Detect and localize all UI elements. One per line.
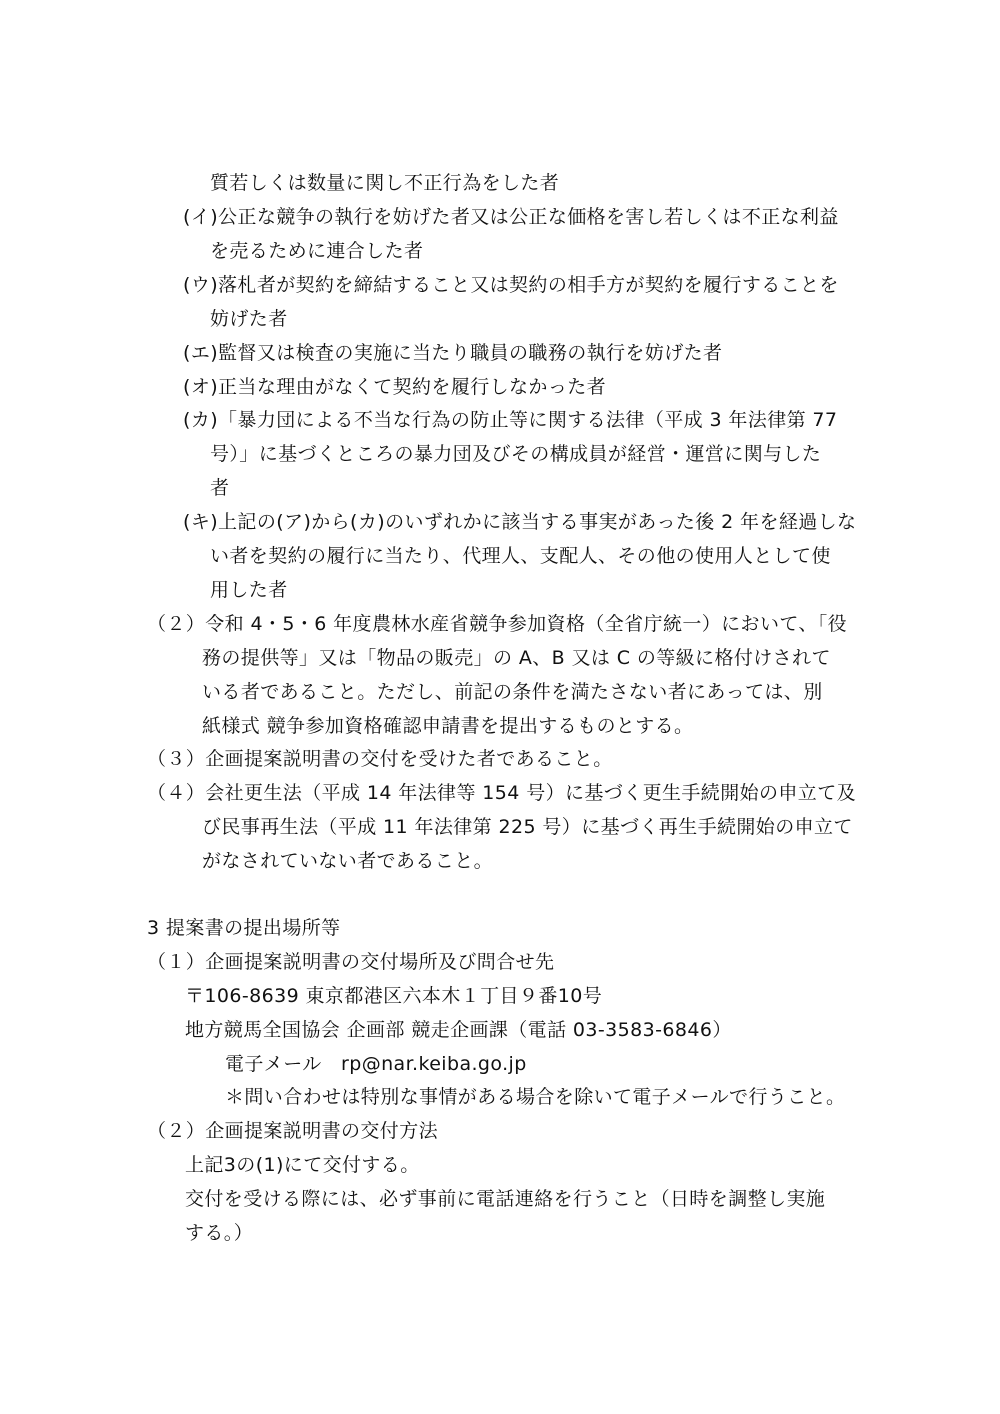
list-item-e: (エ)監督又は検査の実施に当たり職員の職務の執行を妨げた者 bbox=[183, 342, 723, 364]
note: ＊問い合わせは特別な事情がある場合を除いて電子メールで行うこと。 bbox=[225, 1086, 846, 1108]
text-line: を売るために連合した者 bbox=[210, 240, 424, 262]
text-line: 務の提供等」又は「物品の販売」の A、B 又は C の等級に格付けされて bbox=[202, 647, 831, 669]
text-line: がなされていない者であること。 bbox=[202, 850, 494, 872]
list-item-i: (イ)公正な競争の執行を妨げた者又は公正な価格を害し若しくは不正な利益 bbox=[183, 206, 839, 228]
text-line: いる者であること。ただし、前記の条件を満たさない者にあっては、別 bbox=[202, 681, 823, 703]
text-line: する。） bbox=[185, 1222, 254, 1244]
text-line: 者 bbox=[210, 477, 230, 499]
contact-email: 電子メール rp@nar.keiba.go.jp bbox=[225, 1053, 527, 1075]
list-item-o: (オ)正当な理由がなくて契約を履行しなかった者 bbox=[183, 376, 607, 398]
section-heading: 3 提案書の提出場所等 bbox=[147, 917, 341, 939]
text-line: 妨げた者 bbox=[210, 308, 288, 330]
section-item-2: （２）令和 4・5・6 年度農林水産省競争参加資格（全省庁統一）において、「役 bbox=[147, 613, 848, 635]
text-line: 上記3の(1)にて交付する。 bbox=[185, 1154, 420, 1176]
text-line: 紙様式 競争参加資格確認申請書を提出するものとする。 bbox=[202, 715, 694, 737]
text-line: び民事再生法（平成 11 年法律第 225 号）に基づく再生手続開始の申立て bbox=[202, 816, 853, 838]
text-line: い者を契約の履行に当たり、代理人、支配人、その他の使用人として使 bbox=[210, 545, 831, 567]
postal-address: 〒106-8639 東京都港区六本木１丁目９番10号 bbox=[185, 985, 603, 1007]
section-item-3: （３）企画提案説明書の交付を受けた者であること。 bbox=[147, 748, 613, 770]
subsection-heading-2: （２）企画提案説明書の交付方法 bbox=[147, 1120, 439, 1142]
list-item-ka: (カ)「暴力団による不当な行為の防止等に関する法律（平成 3 年法律第 77 bbox=[183, 409, 838, 431]
text-line: 用した者 bbox=[210, 579, 288, 601]
list-item-ki: (キ)上記の(ア)から(カ)のいずれかに該当する事実があった後 2 年を経過しな bbox=[183, 511, 857, 533]
text-line: 交付を受ける際には、必ず事前に電話連絡を行うこと（日時を調整し実施 bbox=[185, 1188, 826, 1210]
list-item-u: (ウ)落札者が契約を締結すること又は契約の相手方が契約を履行することを bbox=[183, 274, 839, 296]
text-line: 号）」に基づくところの暴力団及びその構成員が経営・運営に関与した bbox=[210, 443, 822, 465]
section-item-4: （４）会社更生法（平成 14 年法律等 154 号）に基づく更生手続開始の申立て及 bbox=[147, 782, 857, 804]
text-line: 質若しくは数量に関し不正行為をした者 bbox=[210, 172, 560, 194]
contact-organization: 地方競馬全国協会 企画部 競走企画課（電話 03-3583-6846） bbox=[185, 1019, 732, 1041]
subsection-heading-1: （１）企画提案説明書の交付場所及び問合せ先 bbox=[147, 951, 555, 973]
